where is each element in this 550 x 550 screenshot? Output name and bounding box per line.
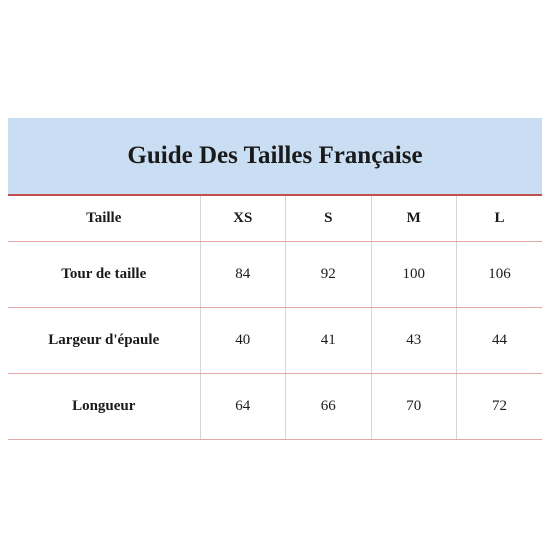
value-largeur-epaule-s: 41 (286, 308, 372, 374)
value-tour-de-taille-s: 92 (286, 242, 372, 308)
value-tour-de-taille-m: 100 (371, 242, 457, 308)
value-tour-de-taille-xs: 84 (200, 242, 286, 308)
header-label-taille: Taille (8, 195, 200, 242)
table-row-tour-de-taille (8, 242, 542, 308)
table-row-longueur (8, 374, 542, 440)
table-row-largeur-epaule (8, 308, 542, 374)
value-tour-de-taille-l: 106 (457, 242, 543, 308)
header-size-s: S (286, 195, 372, 242)
table-title: Guide Des Tailles Française (8, 118, 542, 195)
header-row (8, 195, 542, 242)
header-size-m: M (371, 195, 457, 242)
value-largeur-epaule-xs: 40 (200, 308, 286, 374)
row-label-tour-de-taille: Tour de taille (8, 242, 200, 308)
value-longueur-l: 72 (457, 374, 543, 440)
header-size-l: L (457, 195, 543, 242)
value-longueur-s: 66 (286, 374, 372, 440)
size-guide-table (8, 118, 542, 440)
value-longueur-xs: 64 (200, 374, 286, 440)
row-label-largeur-epaule: Largeur d'épaule (8, 308, 200, 374)
row-label-longueur: Longueur (8, 374, 200, 440)
header-size-xs: XS (200, 195, 286, 242)
value-longueur-m: 70 (371, 374, 457, 440)
value-largeur-epaule-l: 44 (457, 308, 543, 374)
value-largeur-epaule-m: 43 (371, 308, 457, 374)
